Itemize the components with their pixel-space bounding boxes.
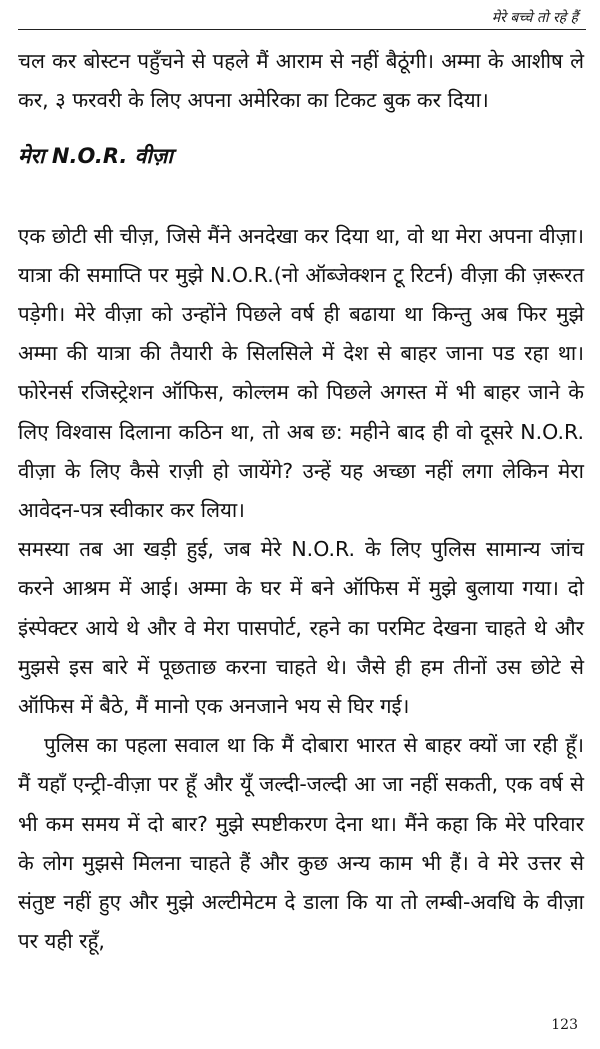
paragraph-police-check: समस्या तब आ खड़ी हुई, जब मेरे N.O.R. के लिए पुलिस सामान्य जांच करने आश्रम में आई। अम्मा के घर में बने ऑफिस में मुझे बुलाया गया। दो इंस्पेक्टर आये थे और वे मेरा पासपोर्ट, रहने का परमिट देखना चाहते थे और मुझसे इस बारे में पूछताछ करना चाहते थे। जैसे ही हम तीनों उस छोटे से ऑफिस में बैठे, मैं मानो एक अनजाने भय से घिर गई। [18,537,584,719]
page-body [18,42,584,961]
section-heading: मेरा N.O.R. वीज़ा [18,144,173,169]
paragraph-visa: एक छोटी सी चीज़, जिसे मैंने अनदेखा कर दिया था, वो था मेरा अपना वीज़ा। यात्रा की समाप्ति पर मुझे N.O.R.(नो ऑब्जेक्शन टू रिटर्न) वीज़ा की ज़रूरत पड़ेगी। मेरे वीज़ा को उन्होंने पिछले वर्ष ही बढाया था किन्तु अब फिर मुझे अम्मा की यात्रा की तैयारी के सिलसिले में देश से बाहर जाना पड रहा था। फोरेनर्स रजिस्ट्रेशन ऑफिस, कोल्लम को पिछले अगस्त में भी बाहर जाने के लिए विश्वास दिलाना कठिन था, तो अब छ: महीने बाद ही वो दूसरे N.O.R. वीज़ा के लिए कैसे राज़ी हो जायेंगे? उन्हें यह अच्छा नहीं लगा लेकिन मेरा आवेदन-पत्र स्वीकार कर लिया। [18,223,584,523]
paragraph-police-question: पुलिस का पहला सवाल था कि मैं दोबारा भारत से बाहर क्यों जा रही हूँ। मैं यहाँ एन्ट्री-वीज़ा पर हूँ और यूँ जल्दी-जल्दी आ जा नहीं सकती, एक वर्ष से भी कम समय में दो बार? मुझे स्पष्टीकरण देना था। मैंने कहा कि मेरे परिवार के लोग मुझसे मिलना चाहते हैं और कुछ अन्य काम भी हैं। वे मेरे उत्तर से संतुष्ट नहीं हुए और मुझे अल्टीमेटम दे डाला कि या तो लम्बी-अवधि के वीज़ा पर यही रहूँ, [18,733,584,954]
paragraph-continuation: चल कर बोस्टन पहुँचने से पहले मैं आराम से नहीं बैठूंगी। अम्मा के आशीष ले कर, ३ फरवरी के लिए अपना अमेरिका का टिकट बुक कर दिया। [18,49,584,113]
header-rule [18,29,586,30]
running-head: मेरे बच्चे तो रहे हैं [491,10,578,26]
page-number: 123 [551,1017,578,1033]
